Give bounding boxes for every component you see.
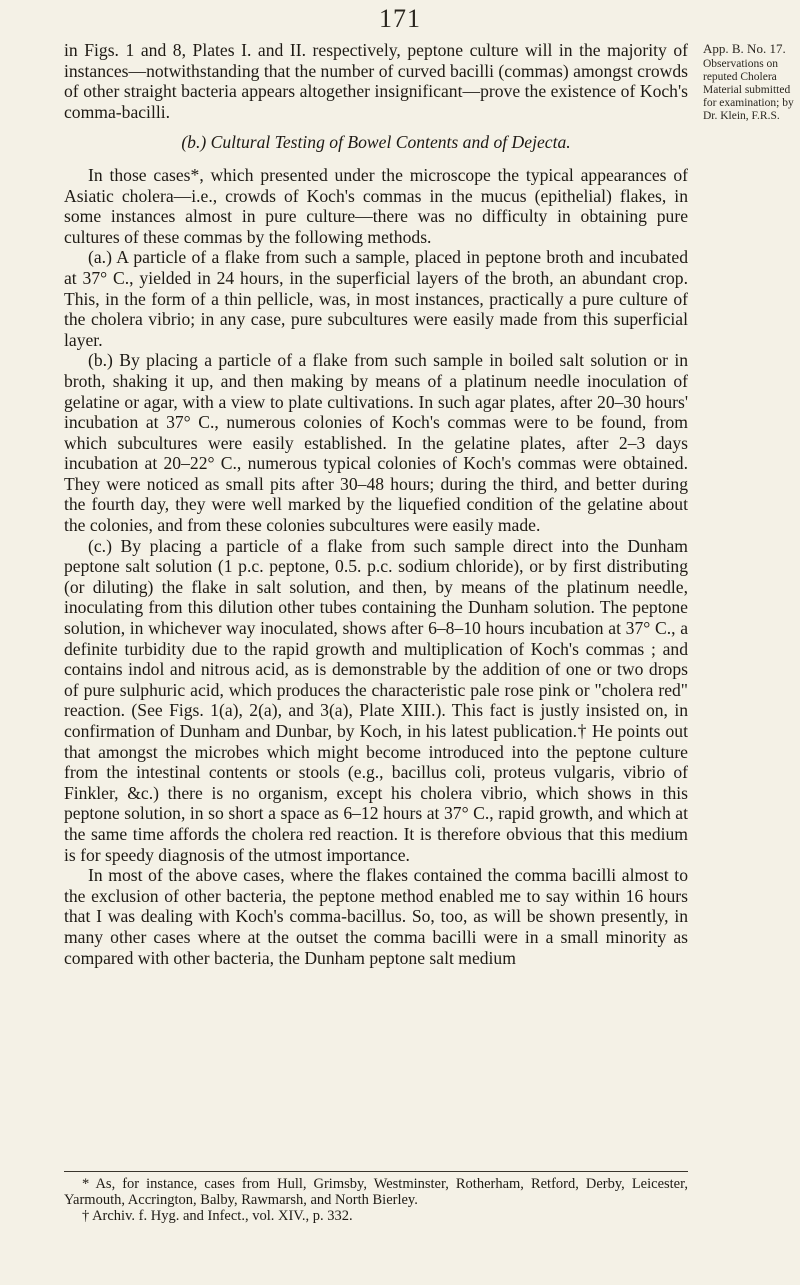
margin-note <box>703 42 798 123</box>
paragraph-method-b: (b.) By placing a particle of a flake from such sample in boiled salt solution or in broth, shaking it up, and then making by means of a platinum needle inoculation of gelatine or agar, with a view to plate cultivations. In such agar plates, after 20–30 hours' incubation at 37° C., numerous colonies of Koch's commas were to be found, from which subcultures were easily established. In the gelatine plates, after 2–3 days incubation at 20–22° C., numerous typical colonies of Koch's commas were obtained. They were noticed as small pits after 30–48 hours; during the third, and better during the fourth day, they were well marked by the liquefied condition of the gelatine about the colonies, and from these colonies subcultures were easily made. <box>64 350 688 536</box>
margin-note-text: Observations on reputed Cholera Material submitted for examination; by Dr. Klein, F.R.S. <box>703 58 794 122</box>
footnote-rule <box>64 1171 688 1172</box>
page-number: 171 <box>379 4 421 33</box>
footnotes <box>64 1176 688 1224</box>
paragraph-cases: In those cases*, which presented under the microscope the typical appearances of Asiatic cholera—i.e., crowds of Koch's commas in the mucus (epithelial) flakes, in some instances almost in pure culture—there was no difficulty in obtaining pure cultures of these commas by the following methods. <box>64 164 688 247</box>
paragraph-intro: in Figs. 1 and 8, Plates I. and II. respectively, peptone culture will in the majority of instances—notwithstanding that the number of curved bacilli (commas) amongst crowds of other straight bacteria appears altogether insignificant—prove the existence of Koch's comma-bacilli. <box>64 40 688 122</box>
paragraph-conclusion: In most of the above cases, where the flakes contained the comma bacilli almost to the exclusion of other bacteria, the peptone method enabled me to say within 16 hours that I was dealing with Koch's comma-bacillus. So, too, as will be shown presently, in many other cases where at the outset the comma bacilli were in a small minority as compared with other bacteria, the Dunham peptone salt medium <box>64 865 688 968</box>
main-text <box>64 40 688 968</box>
footnote-cases: * As, for instance, cases from Hull, Grimsby, Westminster, Rotherham, Retford, Derby, Leicester, Yarmouth, Accrington, Balby, Rawmarsh, and North Bierley. <box>64 1176 688 1208</box>
paragraph-method-a: (a.) A particle of a flake from such a sample, placed in peptone broth and incubated at 37° C., yielded in 24 hours, in the superficial layers of the broth, an abundant crop. This, in the form of a thin pellicle, was, in most instances, practically a pure culture of the cholera vibrio; in any case, pure subcultures were easily made from this superficial layer. <box>64 247 688 350</box>
section-heading: (b.) Cultural Testing of Bowel Contents and of Dejecta. <box>181 132 571 153</box>
footnote-archiv: † Archiv. f. Hyg. and Infect., vol. XIV., p. 332. <box>82 1208 353 1224</box>
paragraph-method-c: (c.) By placing a particle of a flake from such sample direct into the Dunham peptone salt solution (1 p.c. peptone, 0.5. p.c. sodium chloride), or by first distributing (or diluting) the flake in salt solution, and then, by means of the platinum needle, inoculating from this dilution other tubes containing the Dunham solution. The peptone solution, in whichever way inoculated, shows after 6–8–10 hours incubation at 37° C., a definite turbidity due to the rapid growth and multiplication of Koch's commas ; and contains indol and nitrous acid, as is demonstrable by the addition of one or two drops of pure sulphuric acid, which produces the characteristic pale rose pink or "cholera red" reaction. (See Figs. 1(a), 2(a), and 3(a), Plate XIII.). This fact is justly insisted on, in confirmation of Dunham and Dunbar, by Koch, in his latest publication.† He points out that amongst the microbes which might become introduced into the peptone culture from the intestinal contents or stools (e.g., bacillus coli, proteus vulgaris, vibrio of Finkler, &c.) there is no organism, except his cholera vibrio, which shows in this peptone solution, in so short a space as 6–12 hours at 37° C., rapid growth, and which at the same time affords the cholera red reaction. It is therefore obvious that this medium is for speedy diagnosis of the utmost importance. <box>64 535 688 865</box>
appendix-reference: App. B. No. 17. <box>703 41 786 56</box>
